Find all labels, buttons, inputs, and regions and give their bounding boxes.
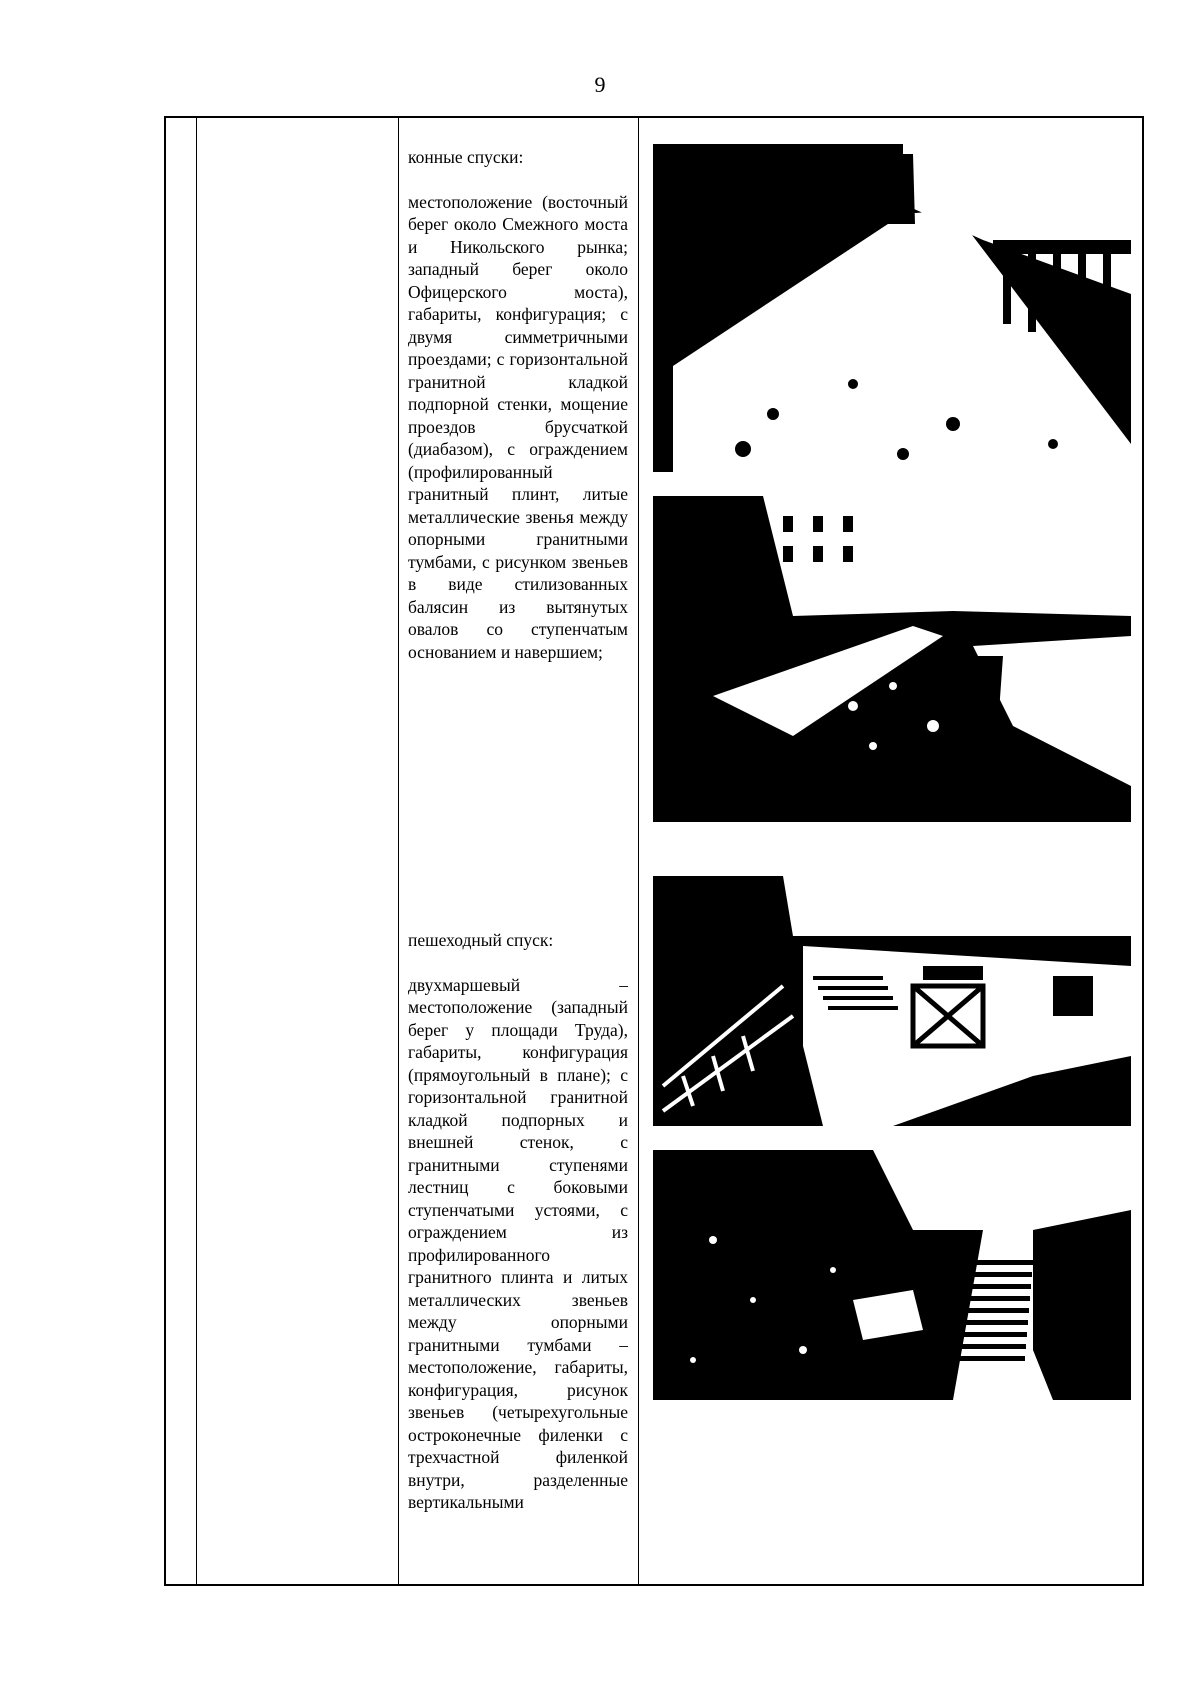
photo-granite-staircase [653,1150,1131,1400]
horse-descents-text: местоположение (восточный берег около Смежного моста и Никольского рынка; западный берег около Офицерского моста), габариты, конфигурация; с двумя симметричными проездами; с горизонтальной гранитной кладкой подпорной стенки, мощение проездов брусчаткой (диабазом), с ограждением (профилированный гранитный плинт, литые металлические звенья между опорными гранитными тумбами, с рисунком звеньев в виде стилизованных балясин из вытянутых овалов со ступенчатым основанием и навершием; [408,191,628,662]
horse-descents-heading: конные спуски: [408,147,524,167]
photo-horse-descent-west [653,496,1131,822]
column-divider [638,118,639,1584]
monument-table [164,116,1144,1586]
pedestrian-text: двухмаршевый – местоположение (западный берег у площади Труда), габариты, конфигурация (прямоугольный в плане); с горизонтальной гранитной кладкой подпорных и внешней стенок, с гранитными ступенями лестниц с боковыми ступенчатыми устоями, с ограждением из профилированного гранитного плинта и литых металлических звеньев между опорными гранитными тумбами – местоположение, габариты, конфигурация, рисунок звеньев (четырехугольные остроконечные филенки с трехчастной филенкой внутри, разделенные вертикальными [408,974,628,1512]
column-divider [196,118,197,1584]
column-divider [398,118,399,1584]
photo-horse-descent-east [653,144,1131,472]
horse-descents-cell [408,146,628,663]
pedestrian-descent-cell [408,929,628,1514]
pedestrian-heading: пешеходный спуск: [408,930,554,950]
photo-pedestrian-descent [653,876,1131,1126]
page-number: 9 [594,72,606,97]
